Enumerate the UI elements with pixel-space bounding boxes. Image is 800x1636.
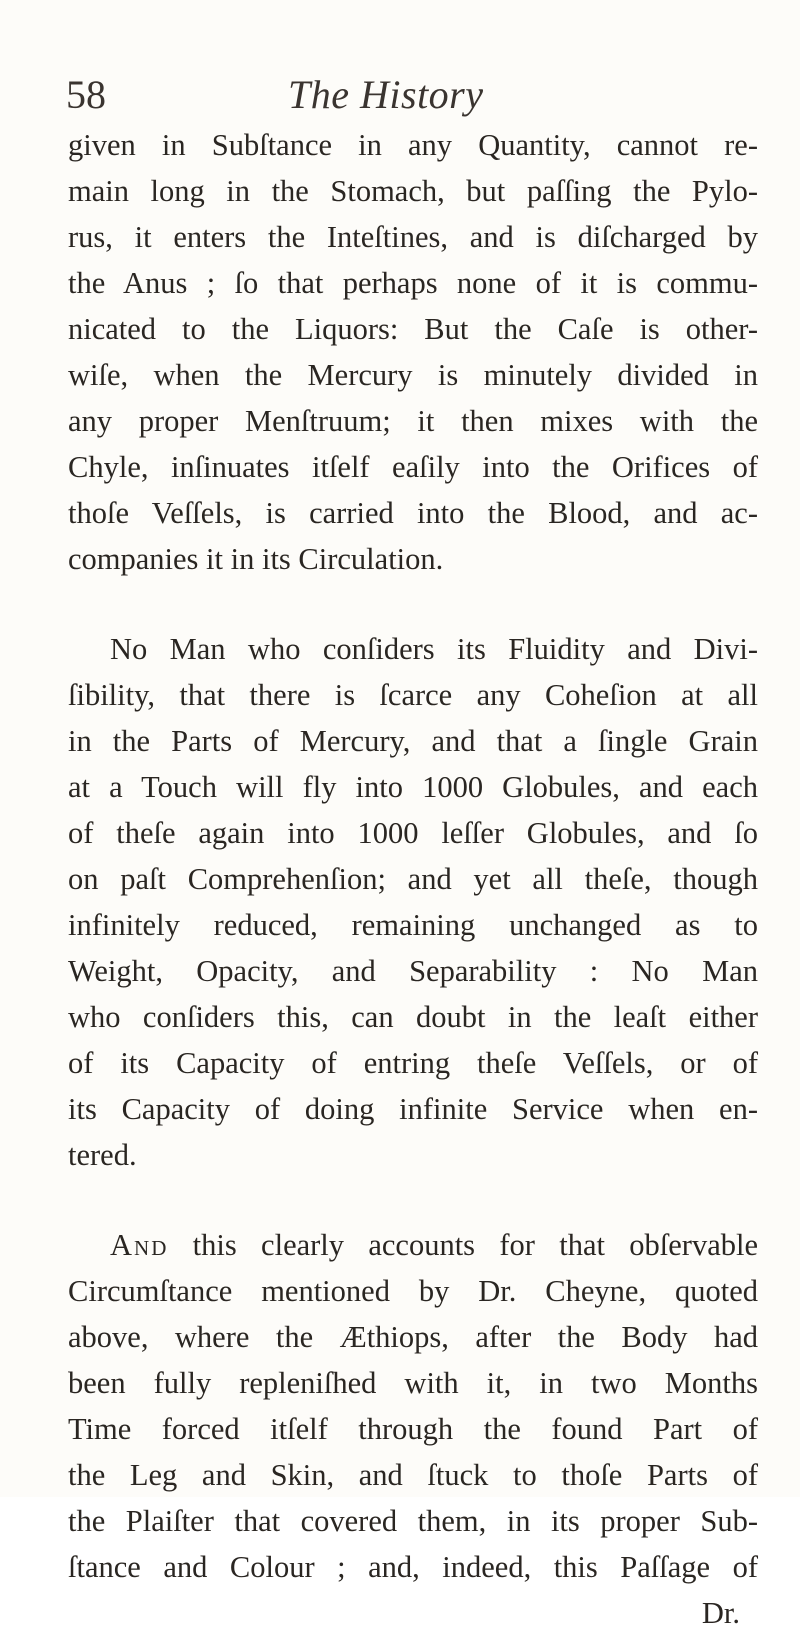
text-line: of theſe again into 1000 leſſer Globules, and ſo — [68, 816, 758, 850]
text-line: ſibility, that there is ſcarce any Coheſion at all — [68, 678, 758, 712]
lead-word: And — [110, 1228, 169, 1262]
running-head: The History — [288, 72, 484, 117]
text-line: nicated to the Liquors: But the Caſe is other- — [68, 312, 758, 346]
text-line: been fully repleniſhed with it, in two Months — [68, 1366, 758, 1400]
text-line: companies it in its Circulation. — [68, 542, 444, 576]
text-line: main long in the Stomach, but paſſing the Pylo- — [68, 174, 758, 208]
text-line: infinitely reduced, remaining unchanged as to — [68, 908, 758, 942]
text-line: wiſe, when the Mercury is minutely divided in — [68, 358, 758, 392]
text-line: Time forced itſelf through the found Part of — [68, 1412, 758, 1446]
text-line: tered. — [68, 1138, 137, 1172]
text-line: rus, it enters the Inteſtines, and is diſcharged by — [68, 220, 758, 254]
text-line: in the Parts of Mercury, and that a ſingle Grain — [68, 724, 758, 758]
text-line: Circumſtance mentioned by Dr. Cheyne, quoted — [68, 1274, 758, 1308]
paragraph-1 — [68, 122, 758, 582]
page-number: 58 — [66, 72, 106, 117]
text-line: the Plaiſter that covered them, in its proper Sub- — [68, 1504, 758, 1538]
text-line: who conſiders this, can doubt in the leaſt either — [68, 1000, 758, 1034]
text-line: on paſt Comprehenſion; and yet all theſe, though — [68, 862, 758, 896]
text-line: of its Capacity of entring theſe Veſſels, or of — [68, 1046, 758, 1080]
paragraph-3 — [68, 1222, 758, 1636]
text-line: given in Subſtance in any Quantity, cannot re- — [68, 128, 758, 162]
text-line: ſtance and Colour ; and, indeed, this Paſſage of — [68, 1550, 758, 1584]
text-line: thoſe Veſſels, is carried into the Blood, and ac- — [68, 496, 758, 530]
catchword: Dr. — [701, 1596, 740, 1630]
text-line — [68, 1222, 758, 1268]
text-line: Chyle, inſinuates itſelf eaſily into the Orifices of — [68, 450, 758, 484]
text-line: the Leg and Skin, and ſtuck to thoſe Parts of — [68, 1458, 758, 1492]
text-line: any proper Menſtruum; it then mixes with the — [68, 404, 758, 438]
page-header — [62, 70, 738, 130]
paragraph-2 — [68, 626, 758, 1178]
body-text — [68, 122, 758, 1636]
text-line-rest: this clearly accounts for that obſervable — [168, 1228, 758, 1262]
text-line: the Anus ; ſo that perhaps none of it is commu- — [68, 266, 758, 300]
text-line: Weight, Opacity, and Separability : No Man — [68, 954, 758, 988]
paragraph-gap — [68, 582, 758, 626]
text-line: No Man who conſiders its Fluidity and Divi- — [110, 632, 758, 666]
text-line: above, where the Æthiops, after the Body had — [68, 1320, 758, 1354]
text-line: at a Touch will fly into 1000 Globules, and each — [68, 770, 758, 804]
text-line: its Capacity of doing infinite Service when en- — [68, 1092, 758, 1126]
paragraph-gap — [68, 1178, 758, 1222]
